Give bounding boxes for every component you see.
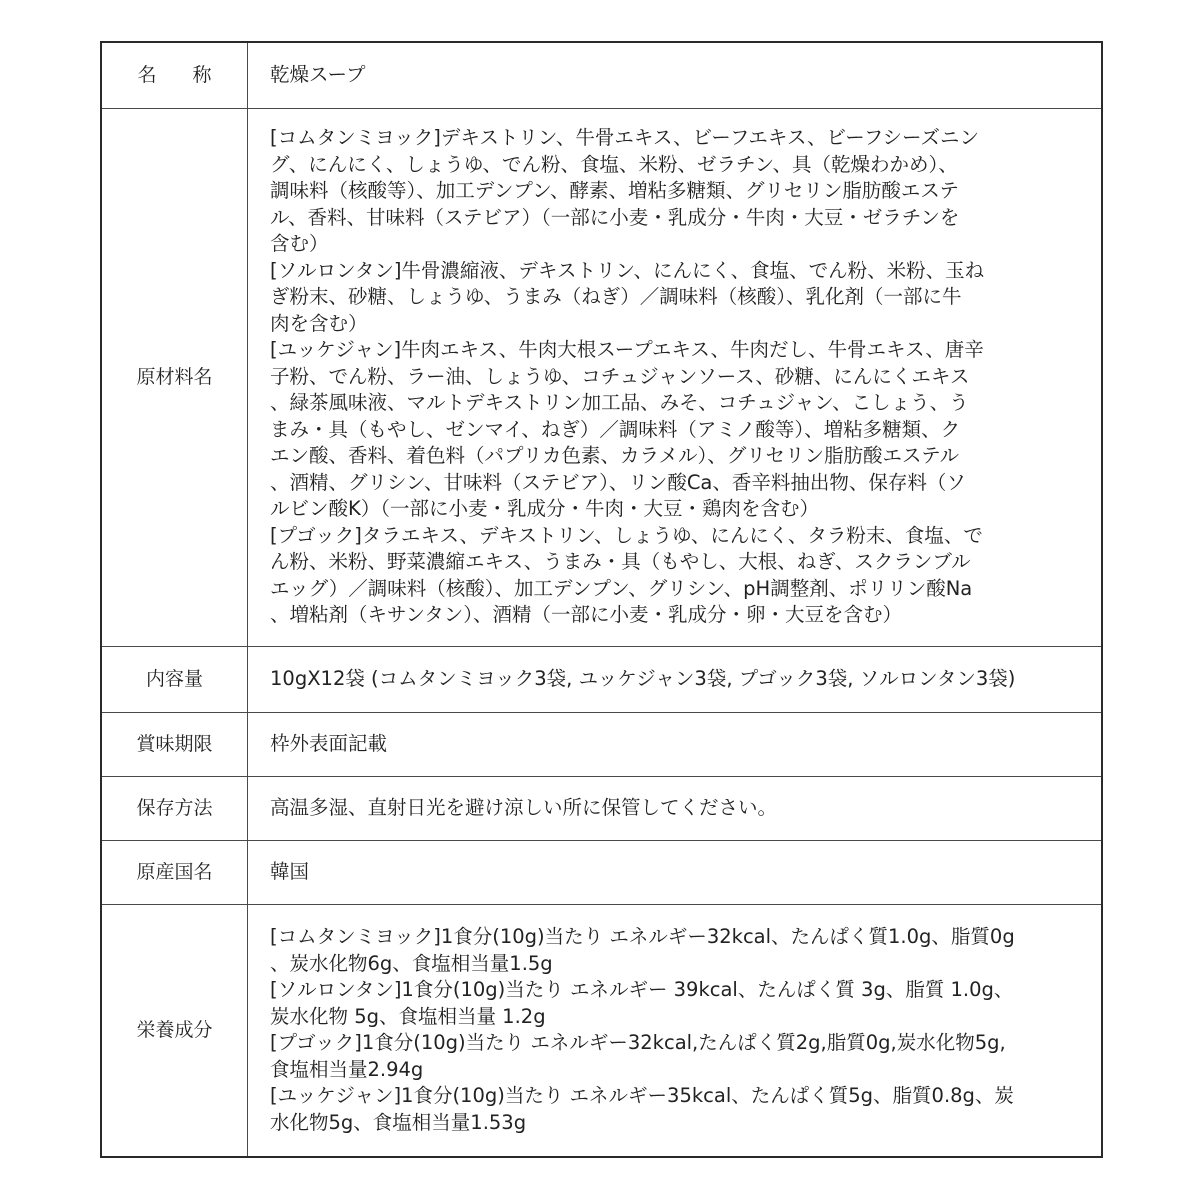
- row-ingredients: [101, 108, 1102, 646]
- best-before-label: 賞味期限: [101, 712, 248, 776]
- ingredients-line: 子粉、でん粉、ラー油、しょうゆ、コチュジャンソース、砂糖、にんにくエキス: [270, 364, 970, 388]
- row-name: [101, 42, 1102, 108]
- ingredients-line: [ソルロンタン]牛骨濃縮液、デキストリン、にんにく、食塩、でん粉、米粉、玉ね: [270, 258, 985, 282]
- name-label: [101, 42, 248, 108]
- best-before-value: 枠外表面記載: [248, 712, 1103, 776]
- ingredients-line: エッグ）／調味料（核酸）、加工デンプン、グリシン、pH調整剤、ポリリン酸Na: [270, 576, 973, 600]
- nutrition-line: [コムタンミヨック]1食分(10g)当たり エネルギー32kcal、たんぱく質1.0g、脂質0g: [270, 925, 1015, 949]
- origin-label: 原産国名: [101, 840, 248, 904]
- ingredients-line: [ユッケジャン]牛肉エキス、牛肉大根スープエキス、牛肉だし、牛骨エキス、唐辛: [270, 338, 984, 362]
- ingredients-line: エン酸、香料、着色料（パプリカ色素、カラメル）、グリセリン脂肪酸エステル: [270, 444, 960, 468]
- nutrition-line: 食塩相当量2.94g: [270, 1057, 424, 1081]
- nutrition-line: 炭水化物 5g、食塩相当量 1.2g: [270, 1004, 546, 1028]
- nutrition-line: [ユッケジャン]1食分(10g)当たり エネルギー35kcal、たんぱく質5g、脂質0.8g、炭: [270, 1084, 1014, 1108]
- nutrition-line: [プゴック]1食分(10g)当たり エネルギー32kcal,たんぱく質2g,脂質0g,炭水化物5g,: [270, 1031, 1006, 1055]
- ingredients-line: ルビン酸K）（一部に小麦・乳成分・牛肉・大豆・鶏肉を含む）: [270, 497, 820, 521]
- food-label-table: [100, 41, 1103, 1158]
- contents-label: 内容量: [101, 646, 248, 712]
- ingredients-value: [248, 108, 1103, 646]
- ingredients-line: [プゴック]タラエキス、デキストリン、しょうゆ、にんにく、タラ粉末、食塩、で: [270, 523, 983, 547]
- ingredients-line: 含む）: [270, 232, 329, 256]
- nutrition-line: [ソルロンタン]1食分(10g)当たり エネルギー 39kcal、たんぱく質 3g、脂質 1.0g、: [270, 978, 1014, 1002]
- name-label-char-1: 名: [137, 63, 157, 86]
- ingredients-line: グ、にんにく、しょうゆ、でん粉、食塩、米粉、ゼラチン、具（乾燥わかめ）、: [270, 152, 958, 176]
- contents-value: [248, 646, 1103, 712]
- storage-value: 高温多湿、直射日光を避け涼しい所に保管してください。: [248, 776, 1103, 840]
- name-value: 乾燥スープ: [248, 42, 1103, 108]
- ingredients-line: 、緑茶風味液、マルトデキストリン加工品、みそ、コチュジャン、こしょう、う: [270, 391, 969, 415]
- row-nutrition: [101, 904, 1102, 1157]
- ingredients-line: まみ・具（もやし、ゼンマイ、ねぎ）／調味料（アミノ酸等）、増粘多糖類、ク: [270, 417, 961, 441]
- row-origin: [101, 840, 1102, 904]
- contents-value-text: 10gX12袋 (コムタンミヨック3袋, ユッケジャン3袋, プゴック3袋, ソルロンタン3袋): [270, 666, 1016, 690]
- ingredients-line: 、酒精、グリシン、甘味料（ステビア）、リン酸Ca、香辛料抽出物、保存料（ソ: [270, 470, 966, 494]
- ingredients-line: ぎ粉末、砂糖、しょうゆ、うまみ（ねぎ）／調味料（核酸）、乳化剤（一部に牛: [270, 285, 962, 309]
- ingredients-line: 、増粘剤（キサンタン）、酒精（一部に小麦・乳成分・卵・大豆を含む）: [270, 603, 902, 627]
- name-label-char-2: 称: [192, 63, 212, 86]
- ingredients-line: 肉を含む）: [270, 311, 368, 335]
- row-contents: [101, 646, 1102, 712]
- row-best-before: [101, 712, 1102, 776]
- ingredients-line: ル、香料、甘味料（ステビア）（一部に小麦・乳成分・牛肉・大豆・ゼラチンを: [270, 205, 960, 229]
- nutrition-line: 水化物5g、食塩相当量1.53g: [270, 1110, 527, 1134]
- ingredients-line: 調味料（核酸等）、加工デンプン、酵素、増粘多糖類、グリセリン脂肪酸エステ: [270, 179, 959, 203]
- ingredients-line: ん粉、米粉、野菜濃縮エキス、うまみ・具（もやし、大根、ねぎ、スクランブル: [270, 550, 971, 574]
- nutrition-line: 、炭水化物6g、食塩相当量1.5g: [270, 951, 553, 975]
- nutrition-label: 栄養成分: [101, 904, 248, 1157]
- storage-label: 保存方法: [101, 776, 248, 840]
- row-storage: [101, 776, 1102, 840]
- origin-value: 韓国: [248, 840, 1103, 904]
- ingredients-line: [コムタンミヨック]デキストリン、牛骨エキス、ビーフエキス、ビーフシーズニン: [270, 126, 980, 150]
- nutrition-value: [248, 904, 1103, 1157]
- ingredients-label: 原材料名: [101, 108, 248, 646]
